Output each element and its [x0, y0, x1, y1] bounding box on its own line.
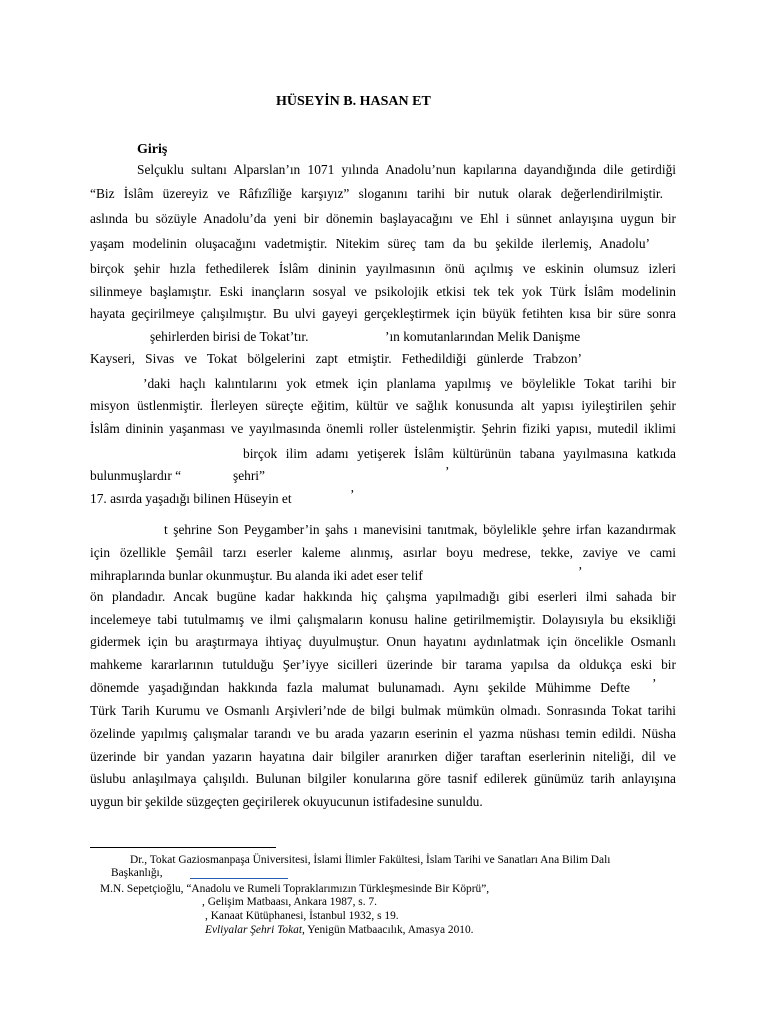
page-title: HÜSEYİN B. HASAN ET	[276, 94, 431, 109]
text-line: ’	[578, 564, 583, 579]
text-line: misyon üstlenmiştir. İlerleyen süreçte eğitim, kültür ve sağlık konusunda alt yapısı iyileştirilen şehir	[90, 398, 676, 413]
text-line: silinmeye başlamıştır. Eski inançların sosyal ve psikolojik etkisi tek tek yok Türk İslâm modelinin	[90, 284, 676, 299]
text-line: ’	[350, 487, 355, 502]
footnote-line	[205, 923, 474, 937]
text-line: hayata geçirilmeye çalışılmıştır. Bu ulvi gayeyi gerçekleştirmek için büyük fetihten kısa bir süre sonra	[90, 306, 676, 321]
text-line: birçok şehir hızla fethedilerek İslâm dininin yayılmasının önü açılmış ve eskinin olumsuz izleri	[90, 261, 676, 276]
text-line: incelemeye tabi tutulmamış ve ilmi çalışmaların konusu haline getirilmemiştir. Dolayısıyla bu eksikliği	[90, 612, 676, 627]
text-line: mihraplarında bunlar okunmuştur. Bu alanda iki adet eser telif	[90, 568, 423, 583]
text-line: birçok ilim adamı yetişerek İslâm kültürünün tabana yayılmasına katkıda	[243, 446, 676, 461]
text-line: ’	[445, 464, 450, 479]
text-line: bulunmuşlardır “	[90, 468, 182, 483]
text-line: İslâm dininin yaşanması ve yayılmasında önemli roller üstelenmiştir. Şehrin fiziki yapısı, mutedil iklimi	[90, 421, 676, 436]
text-line: uygun bir şekilde süzgeçten geçirilerek okuyucunun istifadesine sunuldu.	[90, 794, 483, 809]
footnote-line: M.N. Sepetçioğlu, “Anadolu ve Rumeli Topraklarımızın Türkleşmesinde Bir Köprü”,	[100, 883, 490, 895]
text-line: Türk Tarih Kurumu ve Osmanlı Arşivleri’nde de bilgi bulmak mümkün olmadı. Sonrasında Tokat tarihi	[90, 703, 676, 718]
text-line: t şehrine Son Peygamber’in şahs ı manevisini tanıtmak, böylelikle şehre irfan kazandırmak	[164, 522, 676, 537]
text-line: ön plandadır. Ancak bugüne kadar hakkında hiç çalışma yapılmadığı gibi eserleri ilmi sahada bir	[90, 589, 676, 604]
text-line: şehirlerden birisi de Tokat’tır.	[150, 329, 309, 344]
text-line: üslubu anlaşılmaya çalışıldı. Bulunan bilgiler konularına göre tasnif edilerek günümüz tarih anlayışına	[90, 771, 676, 786]
text-line: için özellikle Şemâil tarzı eserler kaleme alınmış, asırlar boyu medrese, tekke, zaviye ve cami	[90, 545, 676, 560]
text-line: yaşam modelinin oluşacağını vadetmiştir. Nitekim süreç tam da bu şekilde ilerlemiş, Anadolu’	[90, 236, 650, 251]
text-line: Selçuklu sultanı Alparslan’ın 1071 yılında Anadolu’nun kapılarına dayandığında dile getirdiği	[137, 162, 676, 177]
footnote-line: , Kanaat Kütüphanesi, İstanbul 1932, s 19.	[205, 910, 399, 922]
footnote-publisher: Yenigün Matbaacılık, Amasya 2010.	[304, 924, 474, 936]
text-line: aslında bu sözüyle Anadolu’da yeni bir dönemin başlayacağını ve Ehl i sünnet anlayışına uygun bir	[90, 211, 676, 226]
footnote-line: Başkanlığı,	[111, 867, 163, 879]
text-line: 17. asırda yaşadığı bilinen Hüseyin et	[90, 491, 292, 506]
footnote-line: , Gelişim Matbaası, Ankara 1987, s. 7.	[202, 896, 377, 908]
text-line: ’	[652, 676, 657, 691]
text-line: gidermek için bu araştırmaya ihtiyaç duyulmuştur. Onun hayatını aydınlatmak için öncelikle Osmanlı	[90, 634, 676, 649]
footnote-separator	[90, 847, 276, 848]
text-line: dönemde yaşadığından hakkında fazla malumat bulunamadı. Aynı şekilde Mühimme Defte	[90, 680, 630, 695]
text-line: ’ın komutanlarından Melik Danişme	[385, 329, 581, 344]
footnote-book-title: Evliyalar Şehri Tokat,	[205, 924, 305, 936]
text-line: “Biz İslâm üzereyiz ve Râfızîliğe karşıyız” sloganını tarihi bir nutuk olarak değerlendirilmiştir.	[90, 186, 663, 201]
footnote-link-underline	[190, 878, 288, 879]
text-line: ’daki haçlı kalıntılarını yok etmek için planlama yapılmış ve böylelikle Tokat tarihi bir	[143, 376, 676, 391]
text-line: özelinde yapılmış çalışmalar tarandı ve bu arada yazarın eserinin el yazma nüshası temin edildi. Nüsha	[90, 726, 676, 741]
text-line: üzerinde bir yandan yazarın hayatına dair bilgiler aranırken diğer taraftan eserlerinin niteliği, dil ve	[90, 749, 676, 764]
footnote-line: Dr., Tokat Gaziosmanpaşa Üniversitesi, İslami İlimler Fakültesi, İslam Tarihi ve Sanatları Ana Bilim Dalı	[130, 854, 611, 866]
text-line: mahkeme kararlarının tutulduğu Şer’iyye sicilleri üzerinde bir tarama yapılsa da oldukça eski bir	[90, 657, 676, 672]
section-heading: Giriş	[137, 142, 168, 157]
text-line: şehri”	[233, 468, 265, 483]
text-line: Kayseri, Sivas ve Tokat bölgelerini zapt etmiştir. Fethedildiği günlerde Trabzon’	[90, 351, 582, 366]
